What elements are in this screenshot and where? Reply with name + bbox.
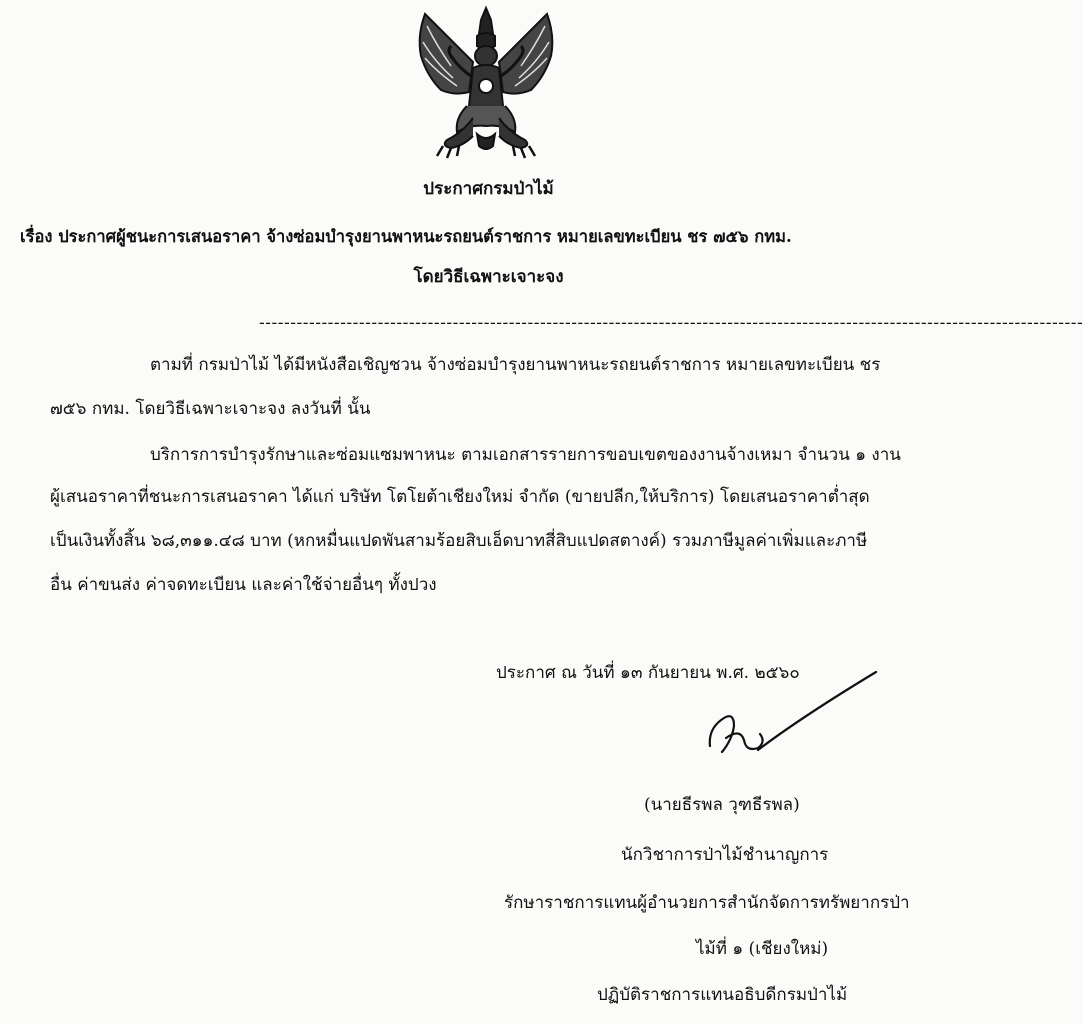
paragraph-2-line-2: ผู้เสนอราคาที่ชนะการเสนอราคา ได้แก่ บริษัท โตโยต้าเชียงใหม่ จำกัด (ขายปลีก,ให้บริการ) โดยเสนอราคาต่ำสุด: [50, 487, 870, 507]
paragraph-1-line-2: ๗๕๖ กทม. โดยวิธีเฉพาะเจาะจง ลงวันที่ นั้น: [50, 399, 371, 419]
paragraph-2-line-1: บริการการบำรุงรักษาและซ่อมแซมพาหนะ ตามเอกสารรายการขอบเขตของงานจ้างเหมา จำนวน ๑ งาน: [150, 445, 901, 465]
handwritten-signature-icon: [700, 668, 880, 778]
announcement-date: ประกาศ ณ วันที่ ๑๓ กันยายน พ.ศ. ๒๕๖๐: [496, 663, 800, 683]
procurement-method: โดยวิธีเฉพาะเจาะจง: [413, 267, 564, 287]
garuda-emblem-icon: [407, 6, 565, 166]
acting-position-line-1: รักษาราชการแทนผู้อำนวยการสำนักจัดการทรัพยากรป่า: [504, 893, 910, 913]
document-title: ประกาศกรมป่าไม้: [423, 179, 554, 199]
signer-position: นักวิชาการป่าไม้ชำนาญการ: [621, 845, 829, 865]
divider-line: ------------------------------------------------------------------------------------------------------------------------------------: [259, 313, 1083, 333]
document-subject: เรื่อง ประกาศผู้ชนะการเสนอราคา จ้างซ่อมบำรุงยานพาหนะรถยนต์ราชการ หมายเลขทะเบียน ชร ๗๕๖ กทม.: [20, 227, 792, 246]
paragraph-1-line-1: ตามที่ กรมป่าไม้ ได้มีหนังสือเชิญชวน จ้างซ่อมบำรุงยานพาหนะรถยนต์ราชการ หมายเลขทะเบียน ชร: [150, 355, 881, 375]
on-behalf-position: ปฏิบัติราชการแทนอธิบดีกรมป่าไม้: [597, 985, 848, 1005]
acting-position-line-2: ไม้ที่ ๑ (เชียงใหม่): [696, 939, 829, 959]
paragraph-2-line-4: อื่น ค่าขนส่ง ค่าจดทะเบียน และค่าใช้จ่ายอื่นๆ ทั้งปวง: [50, 575, 437, 595]
paragraph-2-line-3: เป็นเงินทั้งสิ้น ๖๘,๓๑๑.๔๘ บาท (หกหมื่นแปดพันสามร้อยสิบเอ็ดบาทสี่สิบแปดสตางค์) รวมภาษีมูลค่าเพิ่มและภาษี: [50, 531, 868, 551]
signer-name: (นายธีรพล วุฑธีรพล): [644, 795, 800, 815]
